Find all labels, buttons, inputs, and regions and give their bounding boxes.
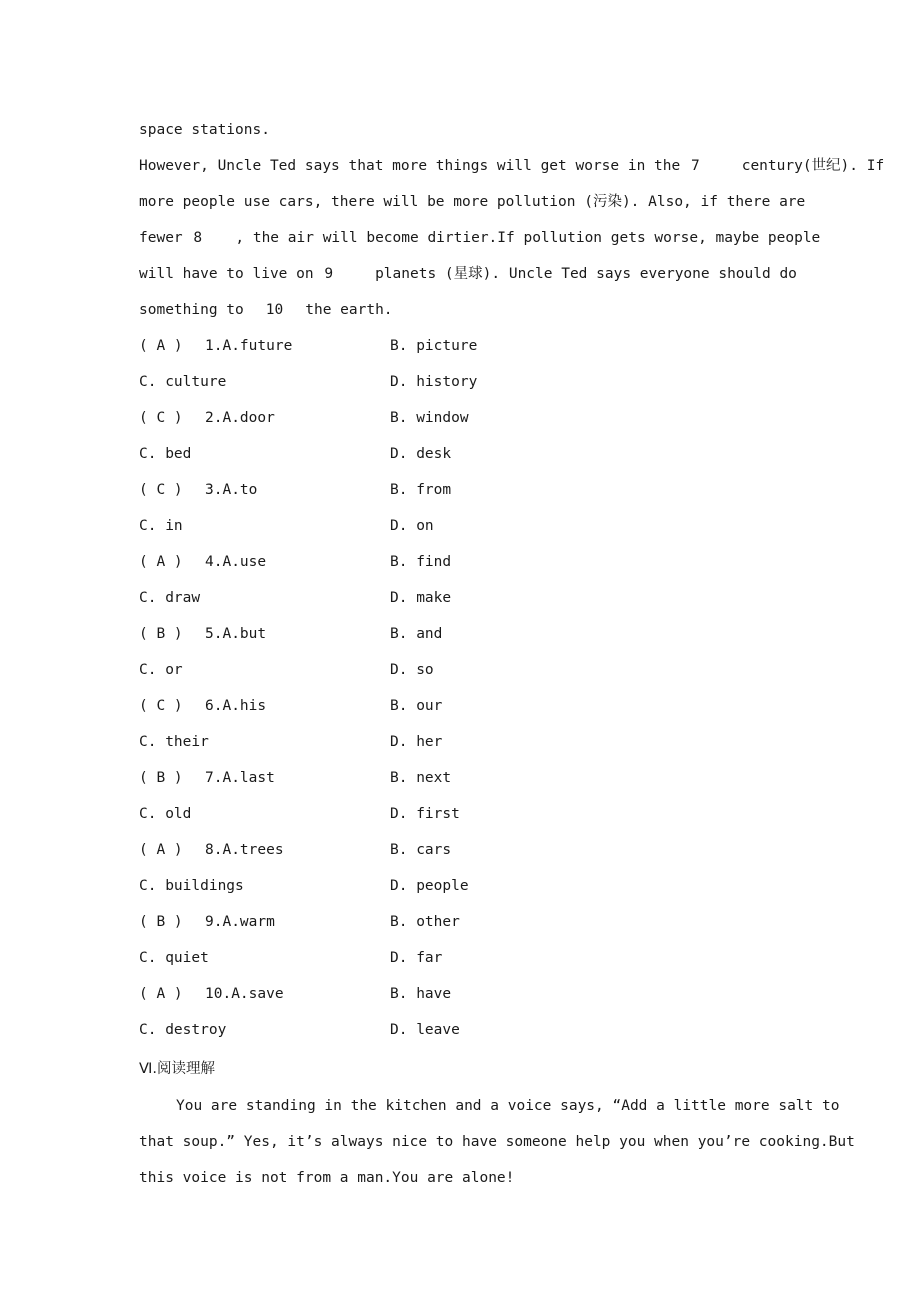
option-b: B. picture [390, 338, 478, 354]
option-c: C. buildings [139, 878, 244, 894]
answer-mark: ( B ) [139, 914, 183, 930]
blank-8: 8 [193, 230, 203, 246]
passage-text: , the air will become dirtier.If pollution gets worse, maybe people [235, 230, 821, 246]
question-row [139, 768, 781, 788]
question-row [139, 516, 781, 536]
option-d: D. her [390, 734, 443, 750]
option-a: 10.A.save [205, 986, 284, 1002]
question-row [139, 804, 781, 824]
passage-text: the earth. [305, 302, 393, 318]
option-c: C. culture [139, 374, 227, 390]
answer-mark: ( A ) [139, 842, 183, 858]
question-row [139, 588, 781, 608]
question-row [139, 840, 781, 860]
option-d: D. history [390, 374, 478, 390]
option-b: B. from [390, 482, 452, 498]
option-c: C. or [139, 662, 183, 678]
passage-text: something to [139, 302, 244, 318]
question-row [139, 912, 781, 932]
passage-line [139, 120, 270, 140]
reading-line [139, 1168, 514, 1188]
question-row [139, 624, 781, 644]
option-a: 8.A.trees [205, 842, 284, 858]
option-a: 7.A.last [205, 770, 275, 786]
question-row [139, 696, 781, 716]
question-row [139, 876, 781, 896]
answer-mark: ( C ) [139, 698, 183, 714]
option-c: C. their [139, 734, 209, 750]
answer-mark: ( B ) [139, 626, 183, 642]
option-d: D. on [390, 518, 434, 534]
question-row [139, 336, 781, 356]
answer-mark: ( A ) [139, 986, 183, 1002]
option-b: B. next [390, 770, 452, 786]
option-a: 1.A.future [205, 338, 293, 354]
option-b: B. have [390, 986, 452, 1002]
option-d: D. make [390, 590, 452, 606]
question-row [139, 552, 781, 572]
reading-text: this voice is not from a man.You are alone! [139, 1170, 515, 1186]
question-row [139, 408, 781, 428]
option-b: B. cars [390, 842, 452, 858]
passage-line [139, 228, 821, 248]
passage-line [139, 156, 885, 176]
reading-line [139, 1132, 855, 1152]
answer-mark: ( C ) [139, 482, 183, 498]
question-row [139, 984, 781, 1004]
question-row [139, 480, 781, 500]
passage-text: more people use cars, there will be more pollution (污染). Also, if there are [139, 194, 806, 210]
option-b: B. other [390, 914, 460, 930]
option-d: D. leave [390, 1022, 460, 1038]
question-row [139, 1020, 781, 1040]
passage-line [139, 300, 393, 320]
option-c: C. destroy [139, 1022, 227, 1038]
option-a: 4.A.use [205, 554, 267, 570]
option-a: 9.A.warm [205, 914, 275, 930]
option-d: D. people [390, 878, 469, 894]
blank-10: 10 [265, 302, 284, 318]
blank-9: 9 [324, 266, 334, 282]
passage-text: fewer [139, 230, 183, 246]
answer-mark: ( A ) [139, 338, 183, 354]
option-b: B. find [390, 554, 452, 570]
passage-line [139, 192, 806, 212]
passage-text: century(世纪). If [741, 158, 885, 174]
option-d: D. desk [390, 446, 452, 462]
blank-7: 7 [690, 158, 700, 174]
question-row [139, 732, 781, 752]
question-row [139, 372, 781, 392]
section-heading: Ⅵ.阅读理解 [139, 1061, 215, 1077]
passage-text: However, Uncle Ted says that more things will get worse in the [139, 158, 681, 174]
answer-mark: ( C ) [139, 410, 183, 426]
option-b: B. window [390, 410, 469, 426]
option-a: 5.A.but [205, 626, 267, 642]
option-d: D. far [390, 950, 443, 966]
passage-text: planets (星球). Uncle Ted says everyone should do [375, 266, 797, 282]
passage-line [139, 264, 797, 284]
option-c: C. draw [139, 590, 201, 606]
option-a: 6.A.his [205, 698, 267, 714]
question-row [139, 660, 781, 680]
option-d: D. first [390, 806, 460, 822]
option-b: B. and [390, 626, 443, 642]
option-b: B. our [390, 698, 443, 714]
reading-text: that soup.” Yes, it’s always nice to have someone help you when you’re cooking.But [139, 1134, 855, 1150]
passage-text: will have to live on [139, 266, 314, 282]
option-c: C. quiet [139, 950, 209, 966]
question-row [139, 444, 781, 464]
question-row [139, 948, 781, 968]
reading-line [176, 1096, 840, 1116]
option-c: C. old [139, 806, 192, 822]
answer-mark: ( B ) [139, 770, 183, 786]
reading-text: You are standing in the kitchen and a voice says, “Add a little more salt to [176, 1098, 840, 1114]
passage-text: space stations. [139, 122, 270, 138]
option-c: C. in [139, 518, 183, 534]
option-c: C. bed [139, 446, 192, 462]
option-d: D. so [390, 662, 434, 678]
answer-mark: ( A ) [139, 554, 183, 570]
option-a: 2.A.door [205, 410, 275, 426]
option-a: 3.A.to [205, 482, 258, 498]
